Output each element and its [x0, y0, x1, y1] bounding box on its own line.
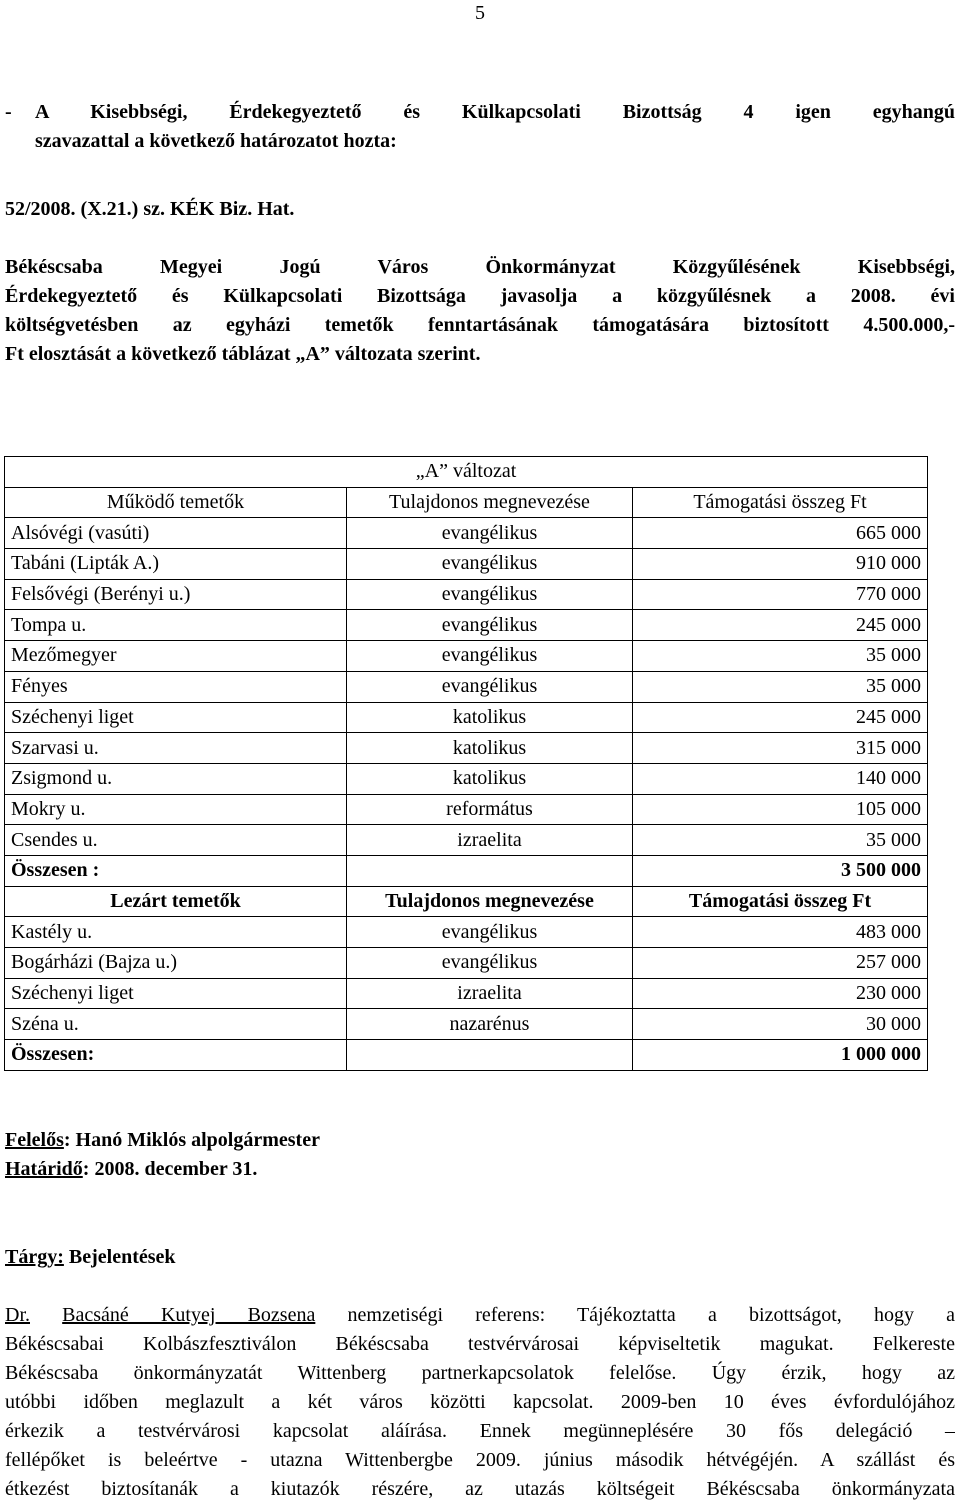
resolution-line-1: Békéscsaba Megyei Jogú Város Önkormányzat Közgyűlésének Kisebbségi,: [5, 256, 955, 278]
deadline-line: [5, 1155, 257, 1184]
owner-name: evangélikus: [347, 579, 633, 610]
owner-name: református: [347, 794, 633, 825]
support-amount: 35 000: [633, 641, 928, 672]
speaker-title: Dr.: [5, 1304, 30, 1326]
cemetery-support-table: [4, 456, 928, 1071]
report-line: fellépőket is beleértve - utazna Wittenbergbe 2009. június második hétvégéjén. A szállást és: [5, 1449, 955, 1471]
cemetery-name: Mokry u.: [5, 794, 347, 825]
subject-value: Bejelentések: [63, 1246, 176, 1268]
table-row: [5, 579, 928, 610]
owner-name: evangélikus: [347, 549, 633, 580]
owner-name: katolikus: [347, 702, 633, 733]
table-row: [5, 978, 928, 1009]
table-row: [5, 948, 928, 979]
active-header-row: [5, 487, 928, 518]
empty-cell: [347, 855, 633, 886]
report-line: utóbbi időben meglazult a két város közötti kapcsolat. 2009-ben 10 éves évfordulójához: [5, 1391, 955, 1413]
header-cell: Támogatási összeg Ft: [633, 886, 928, 917]
owner-name: izraelita: [347, 978, 633, 1009]
page-number: 5: [475, 2, 485, 24]
empty-cell: [347, 1040, 633, 1071]
support-amount: 30 000: [633, 1009, 928, 1040]
closed-header-row: [5, 886, 928, 917]
owner-name: evangélikus: [347, 610, 633, 641]
support-amount: 910 000: [633, 549, 928, 580]
support-amount: 257 000: [633, 948, 928, 979]
cemetery-name: Fényes: [5, 671, 347, 702]
cemetery-name: Széna u.: [5, 1009, 347, 1040]
owner-name: katolikus: [347, 733, 633, 764]
owner-name: katolikus: [347, 763, 633, 794]
table-row: [5, 641, 928, 672]
owner-name: evangélikus: [347, 641, 633, 672]
header-cell: Tulajdonos megnevezése: [347, 487, 633, 518]
support-amount: 245 000: [633, 610, 928, 641]
speaker-name: Bacsáné Kutyej Bozsena: [62, 1304, 316, 1326]
cemetery-name: Szarvasi u.: [5, 733, 347, 764]
cemetery-name: Széchenyi liget: [5, 702, 347, 733]
table-row: [5, 917, 928, 948]
report-line: étkezést biztosítanák a kiutazók részére, az utazás költségeit Békéscsaba önkormányzata: [5, 1478, 955, 1500]
owner-name: evangélikus: [347, 671, 633, 702]
closed-total-row: [5, 1040, 928, 1071]
table-row: [5, 702, 928, 733]
report-first-line-rest: nemzetiségi referens: Tájékoztatta a bizottságot, hogy a: [315, 1304, 955, 1326]
cemetery-name: Csendes u.: [5, 825, 347, 856]
header-cell: Működő temetők: [5, 487, 347, 518]
cemetery-name: Tabáni (Lipták A.): [5, 549, 347, 580]
intro-line-1: A Kisebbségi, Érdekegyeztető és Külkapcsolati Bizottság 4 igen egyhangú: [35, 101, 955, 123]
owner-name: nazarénus: [347, 1009, 633, 1040]
report-line: Békéscsabai Kolbászfesztiválon Békéscsaba testvérvárosai képviseltetik magukat. Felkereste: [5, 1333, 955, 1355]
total-amount: 3 500 000: [633, 855, 928, 886]
report-line: érkezik a testvérvárosi kapcsolat aláírása. Ennek megünneplésére 30 fős delegáció –: [5, 1420, 955, 1442]
cemetery-name: Kastély u.: [5, 917, 347, 948]
table-row: [5, 1009, 928, 1040]
resolution-line-4: Ft elosztását a következő táblázat „A” változata szerint.: [5, 343, 481, 365]
cemetery-name: Alsóvégi (vasúti): [5, 518, 347, 549]
table-row: [5, 733, 928, 764]
resolution-text: [5, 253, 955, 369]
table-title-row: [5, 457, 928, 488]
support-amount: 245 000: [633, 702, 928, 733]
table-title: „A” változat: [5, 457, 928, 488]
subject-line: [5, 1243, 176, 1272]
owner-name: izraelita: [347, 825, 633, 856]
list-dash: -: [5, 101, 12, 123]
cemetery-name: Mezőmegyer: [5, 641, 347, 672]
owner-name: evangélikus: [347, 518, 633, 549]
cemetery-name: Zsigmond u.: [5, 763, 347, 794]
subject-label: Tárgy:: [5, 1246, 64, 1268]
header-cell: Lezárt temetők: [5, 886, 347, 917]
cemetery-name: Széchenyi liget: [5, 978, 347, 1009]
active-total-row: [5, 855, 928, 886]
deadline-value: : 2008. december 31.: [82, 1158, 258, 1180]
cemetery-name: Bogárházi (Bajza u.): [5, 948, 347, 979]
resolution-number: 52/2008. (X.21.) sz. KÉK Biz. Hat.: [5, 198, 295, 220]
table-row: [5, 518, 928, 549]
total-label: Összesen:: [5, 1040, 347, 1071]
report-paragraph: [5, 1301, 955, 1504]
support-amount: 35 000: [633, 825, 928, 856]
responsible-label: Felelős: [5, 1129, 64, 1151]
owner-name: evangélikus: [347, 948, 633, 979]
table-row: [5, 794, 928, 825]
resolution-line-3: költségvetésben az egyházi temetők fenntartásának támogatására biztosított 4.500.000,-: [5, 314, 955, 336]
cemetery-name: Felsővégi (Berényi u.): [5, 579, 347, 610]
support-amount: 230 000: [633, 978, 928, 1009]
report-line: Békéscsaba önkormányzatát Wittenberg partnerkapcsolatok felelőse. Úgy érzik, hogy az: [5, 1362, 955, 1384]
support-amount: 140 000: [633, 763, 928, 794]
owner-name: evangélikus: [347, 917, 633, 948]
table-row: [5, 549, 928, 580]
table-row: [5, 671, 928, 702]
resolution-line-2: Érdekegyeztető és Külkapcsolati Bizottsága javasolja a közgyűlésnek a 2008. évi: [5, 285, 955, 307]
support-amount: 35 000: [633, 671, 928, 702]
header-cell: Tulajdonos megnevezése: [347, 886, 633, 917]
total-label: Összesen :: [5, 855, 347, 886]
intro-paragraph: [5, 98, 955, 156]
intro-line-2: szavazattal a következő határozatot hozta:: [35, 130, 397, 152]
header-cell: Támogatási összeg Ft: [633, 487, 928, 518]
table-row: [5, 763, 928, 794]
cemetery-name: Tompa u.: [5, 610, 347, 641]
responsible-value: : Hanó Miklós alpolgármester: [63, 1129, 320, 1151]
table-row: [5, 610, 928, 641]
responsible-line: [5, 1126, 320, 1155]
table-row: [5, 825, 928, 856]
support-amount: 315 000: [633, 733, 928, 764]
deadline-label: Határidő: [5, 1158, 83, 1180]
report-line-1: [5, 1301, 955, 1330]
support-amount: 483 000: [633, 917, 928, 948]
total-amount: 1 000 000: [633, 1040, 928, 1071]
support-amount: 665 000: [633, 518, 928, 549]
support-amount: 105 000: [633, 794, 928, 825]
support-amount: 770 000: [633, 579, 928, 610]
